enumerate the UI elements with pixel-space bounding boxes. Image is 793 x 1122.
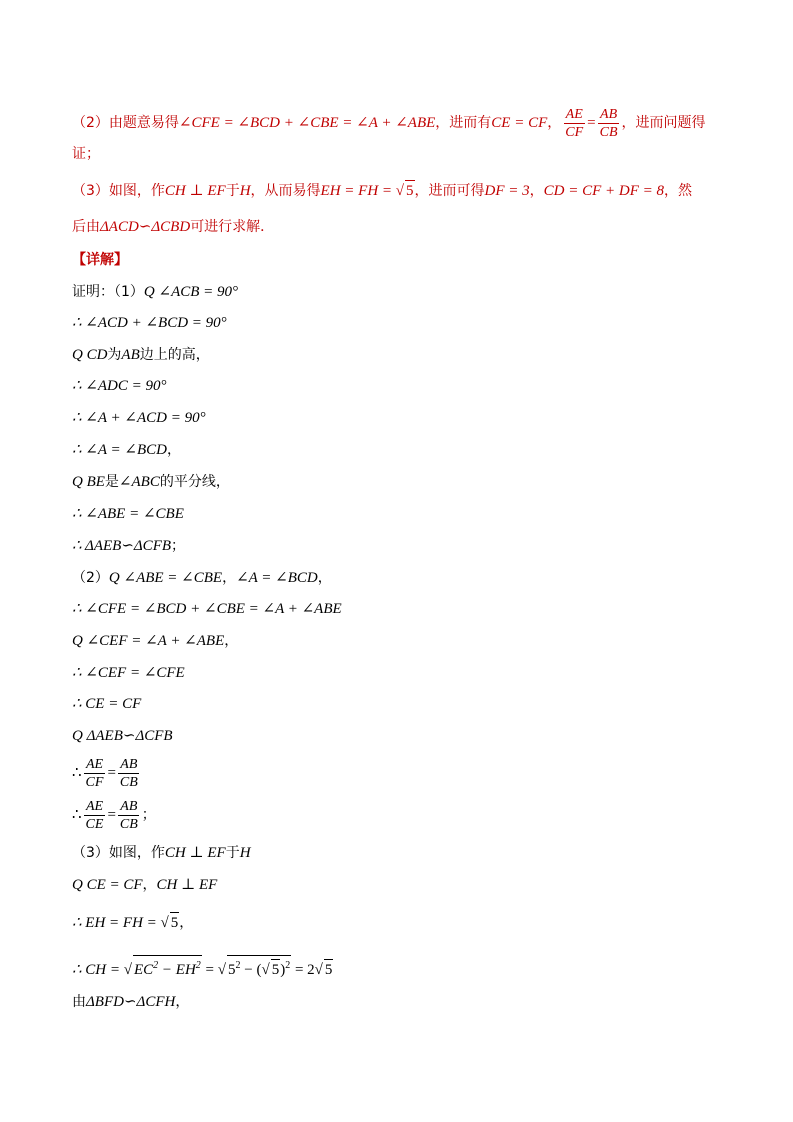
proof-line: ∴ ΔAEB∽ΔCFB； — [72, 538, 186, 554]
detail-heading: 【详解】 — [72, 252, 128, 268]
proof-line: ∴ ∠CEF = ∠CFE — [72, 665, 185, 681]
proof-line: ∴ ∠ABE = ∠CBE — [72, 506, 184, 522]
proof-line: Q CD为AB边上的高， — [72, 347, 210, 363]
proof-line: ∴ ∠A + ∠ACD = 90° — [72, 410, 206, 426]
analysis-line-2: （2）由题意易得∠CFE = ∠BCD + ∠CBE = ∠A + ∠ABE，进而有CE = CF， $\frac{AE}{CF}$ = $\frac{AB}{CB}$ ，进而问题得 — [72, 107, 706, 140]
proof-line: ∴ ∠CFE = ∠BCD + ∠CBE = ∠A + ∠ABE — [72, 601, 342, 617]
fraction: $\frac{AE}{CF}$ — [565, 107, 584, 140]
fraction: $\frac{AB}{CB}$ — [599, 107, 618, 140]
proof-line: ∴ ∠ADC = 90° — [72, 378, 167, 394]
proof-line: Q BE是∠ABC的平分线， — [72, 474, 230, 490]
proof-line: 证明：（1）Q ∠ACB = 90° — [72, 284, 239, 300]
proof-line: ∴ EH = FH = √ 5， — [72, 912, 193, 933]
proof-line: ∴ ∠ACD + ∠BCD = 90° — [72, 315, 227, 331]
proof-line: Q ∠CEF = ∠A + ∠ABE， — [72, 633, 239, 649]
analysis-line-2-cont: 证； — [72, 146, 100, 162]
proof-line: Q ΔAEB∽ΔCFB — [72, 728, 173, 744]
analysis-line-3: （3）如图，作CH ⊥ EF于H，从而易得EH = FH = √ 5，进而可得DF = 3，CD = CF + DF = 8，然 — [72, 180, 692, 201]
proof-line: ∴ CH = √ $EC^2 - EH^2$ = √ $5^2$ − (√ 5)$^2$ = 2√ 5 — [72, 955, 333, 980]
proof-line: ∴ CE = CF — [72, 696, 142, 712]
proof-line: （3）如图，作CH ⊥ EF于H — [72, 845, 251, 861]
proof-line: Q CE = CF，CH ⊥ EF — [72, 877, 218, 893]
analysis-line-3-cont: 后由ΔACD∽ΔCBD可进行求解． — [72, 219, 275, 235]
proof-line: ∴ $\frac{AE}{CE}$ = $\frac{AB}{CB}$ ； — [72, 799, 156, 833]
proof-line: ∴ $\frac{AE}{CF}$ = $\frac{AB}{CB}$ — [72, 757, 138, 791]
proof-line: ∴ ∠A = ∠BCD， — [72, 442, 181, 458]
proof-line: （2）Q ∠ABE = ∠CBE，∠A = ∠BCD， — [72, 570, 332, 586]
proof-line: 由ΔBFD∽ΔCFH， — [72, 994, 190, 1010]
